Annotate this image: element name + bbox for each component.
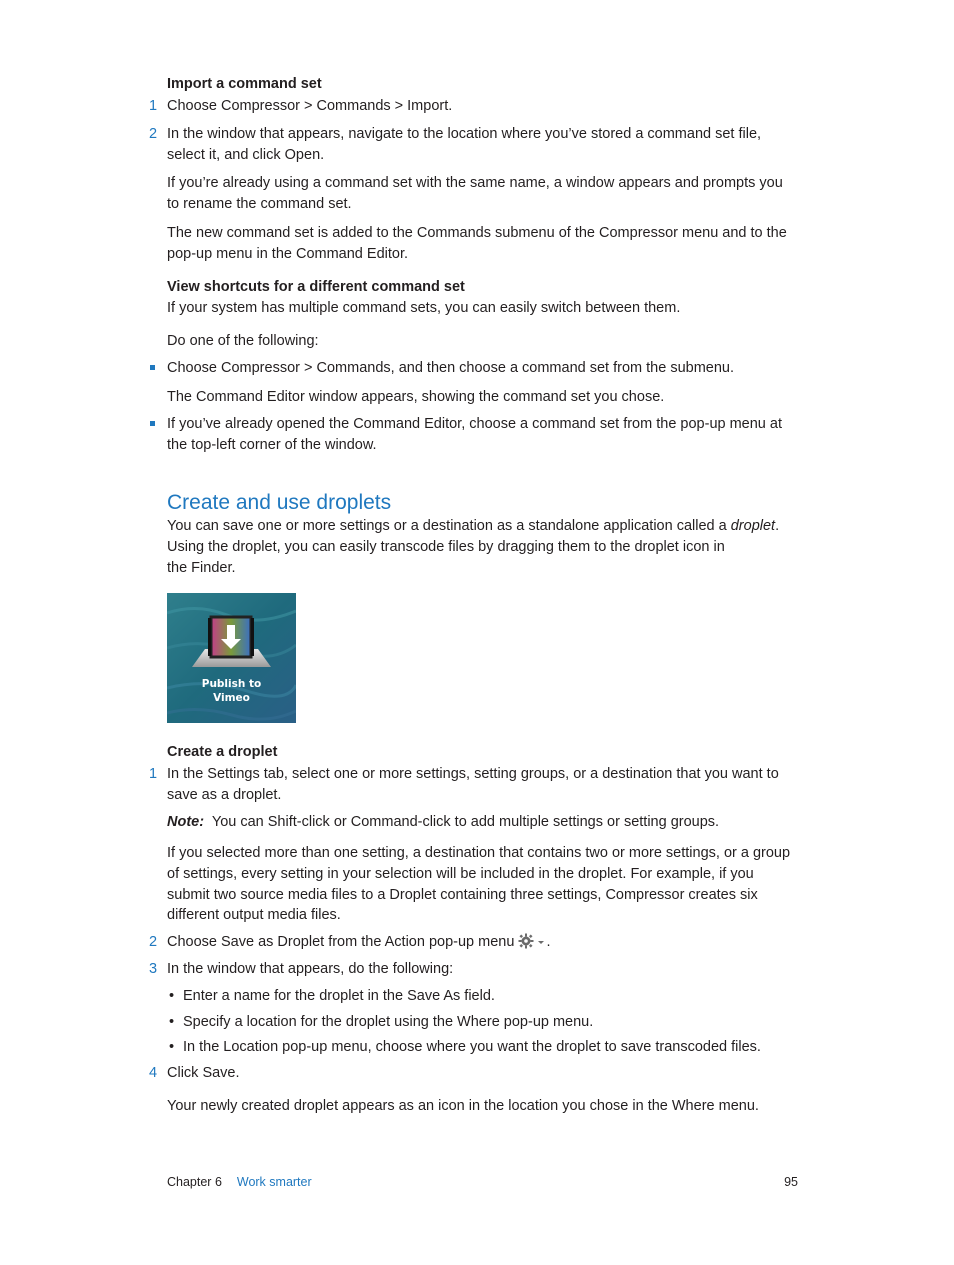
view-bullet-1: Choose Compressor > Commands, and then choose a command set from the submenu. [167,360,734,376]
section-title: Create and use droplets [167,491,392,514]
import-step-1: Choose Compressor > Commands > Import. [167,98,453,114]
create-para: If you selected more than one setting, a destination that contains two or more settings, or a group of settings, every setting in your selection will be included in the droplet. For example, if you submit two source media files to a Droplet containing three settings, Compressor creates six different output media files. [167,845,791,924]
view-bullet-1-follow: The Command Editor window appears, showing the command set you chose. [167,389,665,405]
droplet-label-line-1: Publish to [201,678,262,690]
note [167,812,797,833]
bullet-dot-icon: • [169,988,175,1004]
view-heading: View shortcuts for a different command set [167,279,465,295]
import-heading: Import a command set [167,76,322,92]
bullet-dot-icon: • [169,1039,175,1055]
step-number: 2 [149,126,158,142]
droplets-intro-line-3: the Finder. [167,559,236,576]
droplets-intro [167,516,797,578]
step-number: 4 [149,1065,158,1081]
step-number: 3 [149,961,158,977]
note-label: Note: [167,814,205,830]
step-number: 2 [149,934,158,950]
step-number: 1 [149,766,158,782]
view-do-one: Do one of the following: [167,333,319,349]
droplet-icon-image [167,593,296,723]
import-para-2: The new command set is added to the Commands submenu of the Compressor menu and to the pop-up menu in the Command Editor. [167,225,787,262]
droplet-label-line-2: Vimeo [213,692,250,704]
sub-bullet-3: In the Location pop-up menu, choose where you want the droplet to save transcoded files. [183,1039,761,1055]
bullet-square-icon [150,421,155,426]
create-heading: Create a droplet [167,744,278,760]
step-number: 1 [149,98,158,114]
sub-bullet-2: Specify a location for the droplet using the Where pop-up menu. [183,1014,594,1030]
footer-chapter-title-link[interactable]: Work smarter [236,1175,312,1189]
bullet-square-icon [150,365,155,370]
footer-chapter [167,1174,312,1190]
droplet-term: droplet [730,518,776,534]
create-step-2 [167,932,797,956]
droplets-intro-b: . [775,518,780,534]
closing-para: Your newly created droplet appears as an icon in the location you chose in the Where menu. [167,1098,759,1114]
create-step-2-text: Choose Save as Droplet from the Action pop-up menu [167,934,515,950]
footer-chapter-number: Chapter 6 [167,1175,222,1189]
droplets-intro-a: You can save one or more settings or a destination as a standalone application called a [167,518,731,534]
create-step-2-end: . [546,934,551,950]
droplets-intro-line-2: Using the droplet, you can easily transcode files by dragging them to the droplet icon in [167,538,725,555]
view-intro: If your system has multiple command sets, you can easily switch between them. [167,300,681,316]
note-text: You can Shift-click or Command-click to add multiple settings or setting groups. [211,814,720,830]
import-step-2: In the window that appears, navigate to the location where you’ve stored a command set file, select it, and click Open. [167,126,762,163]
action-gear-icon [518,933,546,956]
create-step-1: In the Settings tab, select one or more settings, setting groups, or a destination that you want to save as a droplet. [167,766,779,803]
create-step-4: Click Save. [167,1065,240,1081]
bullet-dot-icon: • [169,1014,175,1030]
page-number: 95 [784,1175,798,1189]
import-para-1: If you’re already using a command set with the same name, a window appears and prompts you to rename the command set. [167,175,783,212]
create-step-3: In the window that appears, do the following: [167,961,454,977]
view-bullet-2: If you’ve already opened the Command Editor, choose a command set from the pop-up menu at the top-left corner of the window. [167,416,782,453]
sub-bullet-1: Enter a name for the droplet in the Save As field. [183,988,495,1004]
